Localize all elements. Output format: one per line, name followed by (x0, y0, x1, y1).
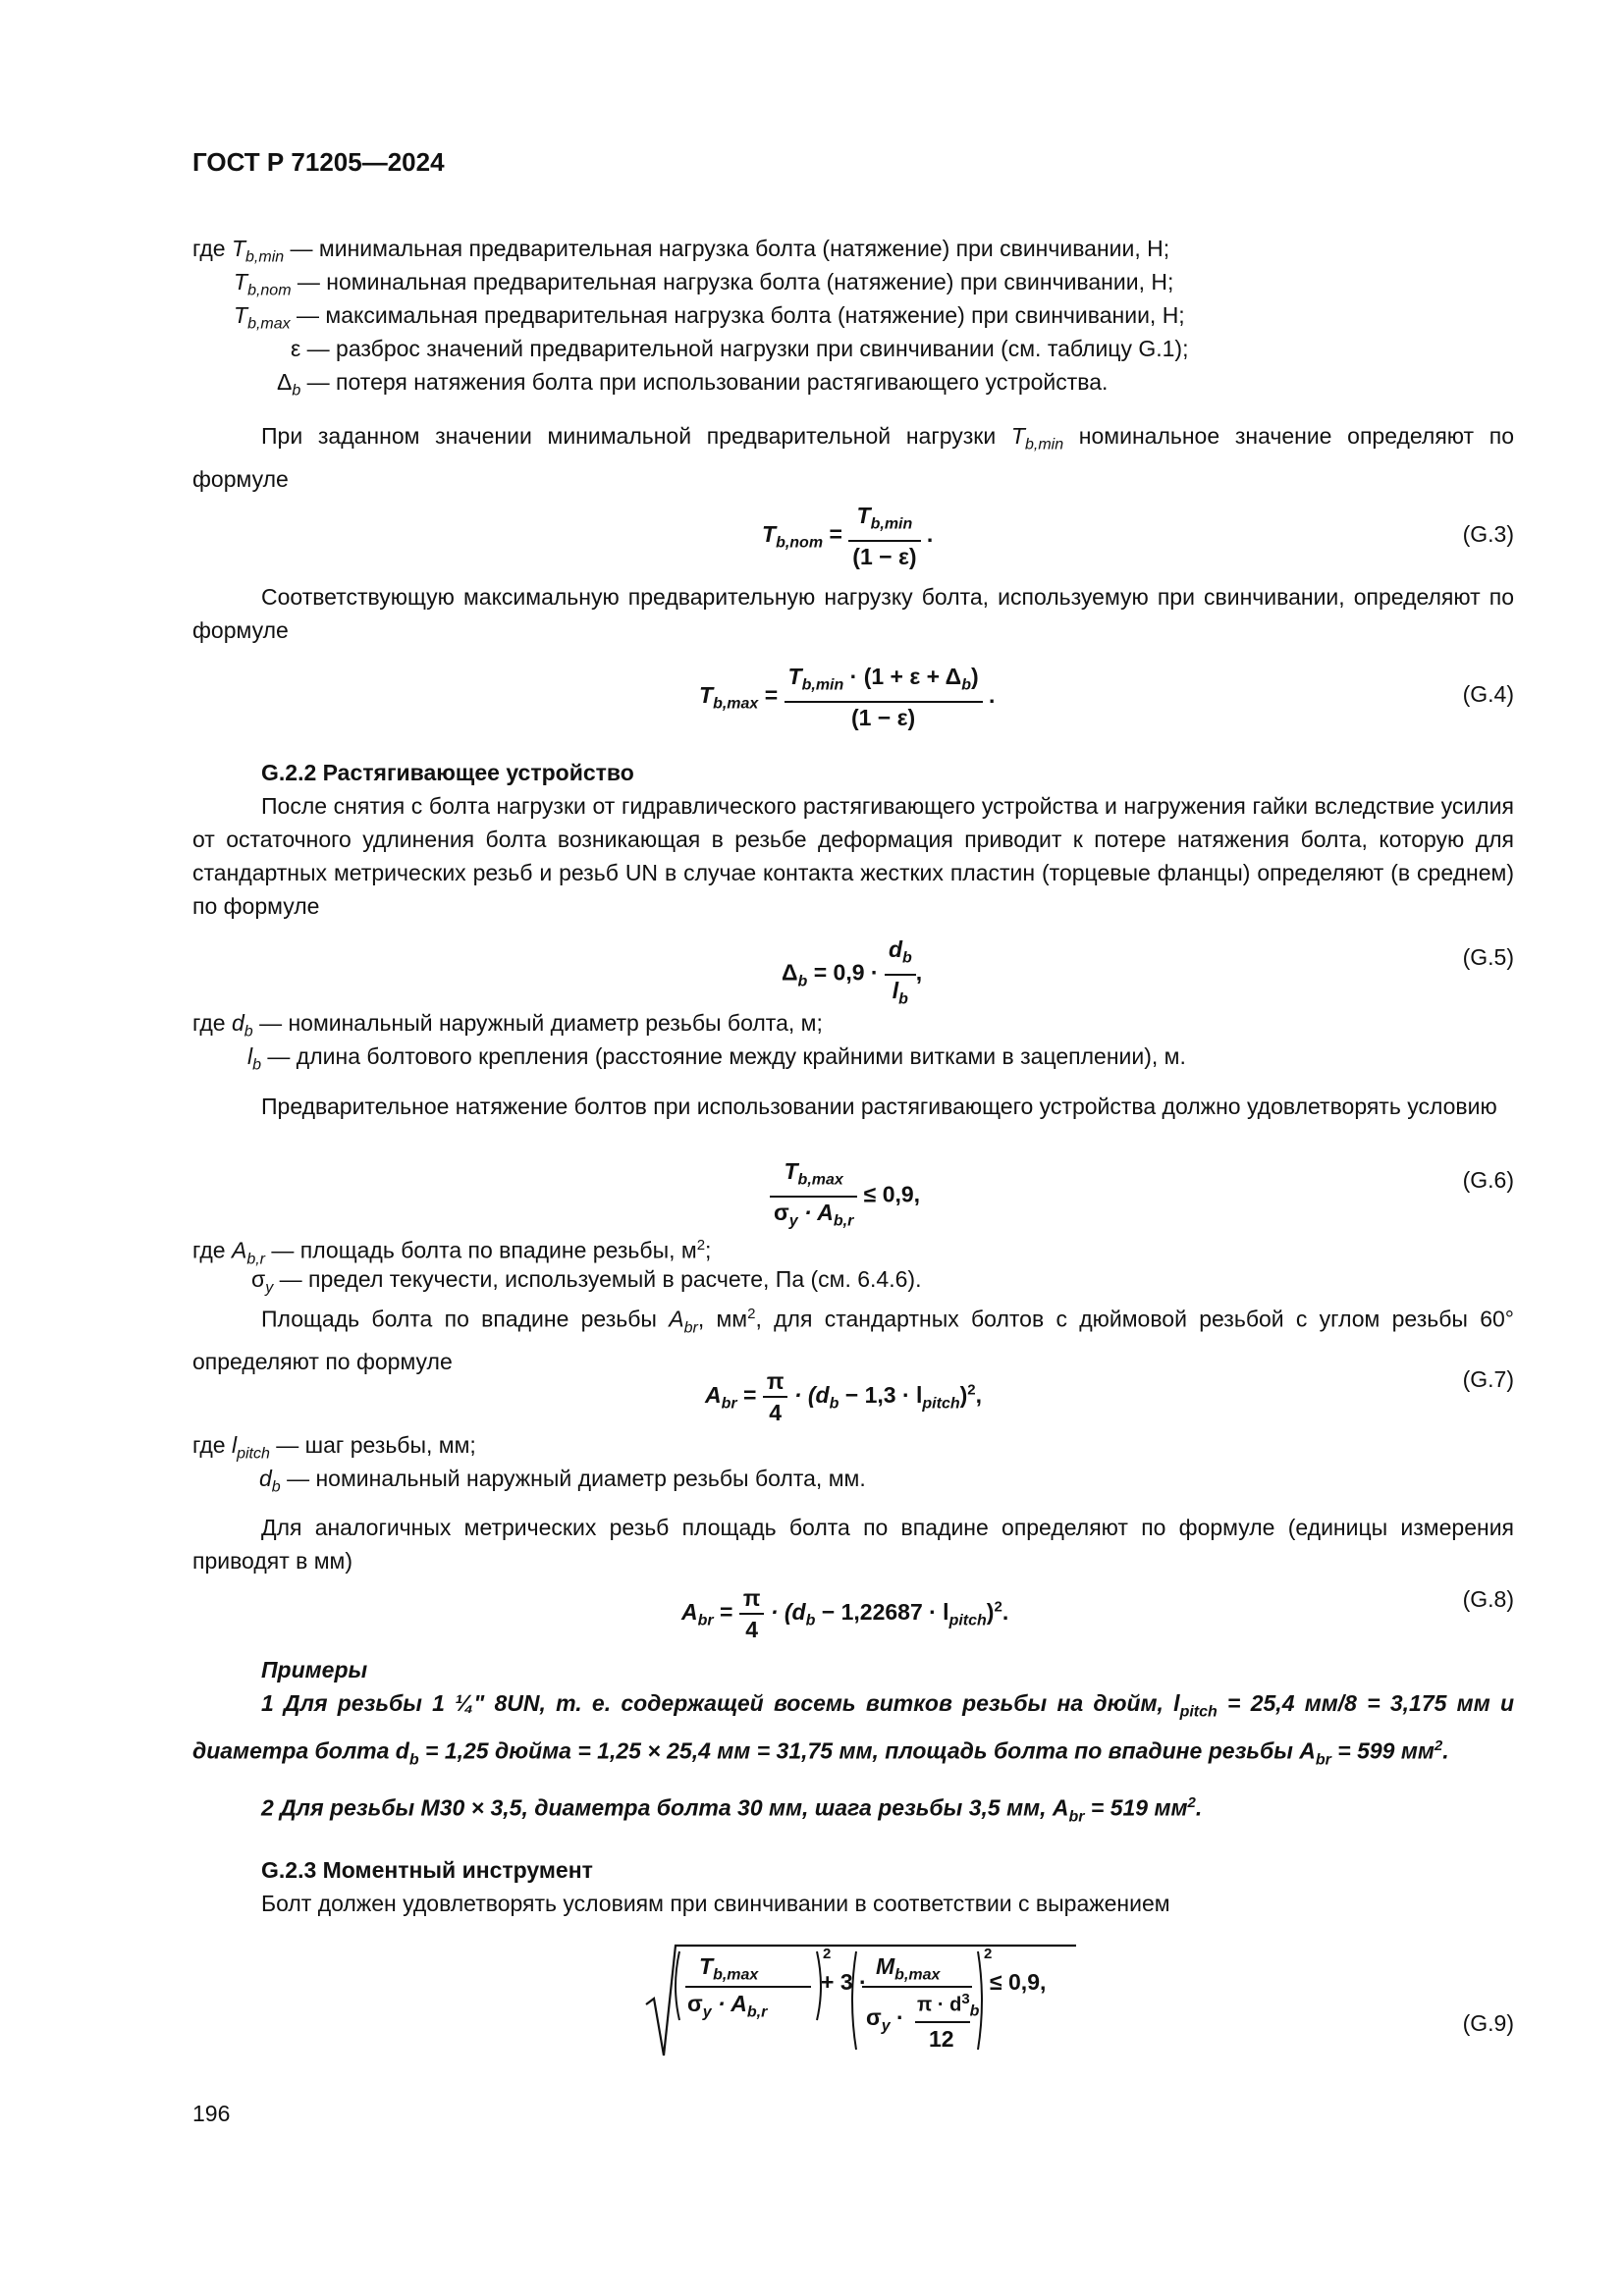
document-header: ГОСТ Р 71205—2024 (192, 147, 445, 177)
definition-row: $\sigma_y$ — предел текучести, используемый в расчете, Па (см. 6.4.6). (251, 1266, 922, 1297)
section-heading: G.2.3 Моментный инструмент (261, 1857, 593, 1883)
definition-row: где $T_{b,min}$ — минимальная предварительная нагрузка болта (натяжение) при свинчивании, Н; (192, 236, 1170, 266)
equation-g6: $\frac{T_{b,max}}{\sigma_y \cdot A_{b,r}}$ ≤ 0,9, (770, 1156, 920, 1236)
paragraph: Соответствующую максимальную предварительную нагрузку болта, используемую при свинчивании, определяют по формуле (192, 584, 1514, 643)
equation-g7: $A_{br}$ = $\frac{\pi}{4}$ · $(d_b - 1,3 \cdot l_{pitch})^2$, (705, 1368, 983, 1425)
equation-number: (G.3) (1462, 521, 1514, 547)
definition-row: где $l_{pitch}$ — шаг резьбы, мм; (192, 1432, 476, 1463)
equation-number: (G.7) (1462, 1366, 1514, 1392)
definition-row: $T_{b,nom}$ — номинальная предварительная нагрузка болта (натяжение) при свинчивании, Н; (234, 269, 1174, 299)
equation-number: (G.8) (1462, 1586, 1514, 1612)
paragraph: Для аналогичных метрических резьб площадь болта по впадине определяют по формуле (единицы измерения приводят в мм) (192, 1515, 1514, 1574)
paragraph: При заданном значении минимальной предварительной нагрузки $T_{b,min}$ номинальное значение определяют по формуле (192, 423, 1515, 492)
equation-g9: $T_{b,max}$ $\sigma_y \cdot A_{b,r}$ 2 + 3 · $M_{b,max}$ $\sigma_y$ · $\pi \cdot d^3_b$ 12 2 ≤ 0,9, (644, 1940, 1096, 2059)
equation-g4: $T_{b,max}$ = $\frac{T_{b,min} \cdot (1 + \varepsilon + \Delta_b)}{(1 - \varepsilon)}$ . (699, 664, 996, 730)
paragraph: Предварительное натяжение болтов при использовании растягивающего устройства должно удовлетворять условию (261, 1094, 1497, 1119)
equation-g3: $T_{b,nom}$ = $\frac{T_{b,min}}{(1 - \varepsilon)}$ . (762, 503, 934, 569)
example-1: 1 Для резьбы 1 ¼" 8UN, т. е. содержащей восемь витков резьбы на дюйм, $l_{pitch} = 25,4$ мм/8 = 3,175 мм и диаметра болта $d_b = 1,25$ дюйма = 1,25 × 25,4 мм = 31,75 мм, площадь болта по впадине резьбы $A_{br} = 599$ $мм^2$. (192, 1690, 1514, 1768)
definition-row: ε — разброс значений предварительной нагрузки при свинчивании (см. таблицу G.1); (291, 336, 1189, 361)
page-number: 196 (192, 2101, 231, 2126)
definition-row: $l_b$ — длина болтового крепления (расстояние между крайними витками в зацеплении), м. (247, 1043, 1186, 1074)
equation-number: (G.5) (1462, 944, 1514, 970)
equation-number: (G.4) (1462, 681, 1514, 707)
definition-row: где $A_{b,r}$ — площадь болта по впадине резьбы, $м^2$; (192, 1237, 712, 1268)
paragraph: Болт должен удовлетворять условиям при свинчивании в соответствии с выражением (261, 1891, 1170, 1916)
definition-row: $\Delta_b$ — потеря натяжения болта при использовании растягивающего устройства. (277, 369, 1109, 400)
definition-row: где $d_b$ — номинальный наружный диаметр резьбы болта, м; (192, 1010, 823, 1041)
equation-number: (G.9) (1462, 2010, 1514, 2036)
examples-title: Примеры (261, 1657, 368, 1682)
definition-row: $T_{b,max}$ — максимальная предварительная нагрузка болта (натяжение) при свинчивании, Н; (234, 302, 1185, 333)
example-2: 2 Для резьбы М30 × 3,5, диаметра болта 30 мм, шага резьбы 3,5 мм, $A_{br} = 519$ $мм^2$. (261, 1794, 1203, 1826)
equation-number: (G.6) (1462, 1167, 1514, 1193)
definition-row: $d_b$ — номинальный наружный диаметр резьбы болта, мм. (259, 1466, 866, 1496)
equation-g8: $A_{br}$ = $\frac{\pi}{4}$ · $(d_b - 1,22687 \cdot l_{pitch})^2$. (681, 1585, 1009, 1642)
equation-g5: $\Delta_b = 0,9$ · $\frac{d_b}{l_b}$ , (782, 936, 923, 1008)
paragraph: Площадь болта по впадине резьбы $A_{br}$, $мм^2$, для стандартных болтов с дюймовой резьбой с углом резьбы 60° определяют по формуле (192, 1306, 1514, 1375)
section-heading: G.2.2 Растягивающее устройство (261, 760, 634, 785)
paragraph: После снятия с болта нагрузки от гидравлического растягивающего устройства и нагружения гайки вследствие усилия от остаточного удлинения болта возникающая в резьбе деформация приводит к потере натяжения болта, которую для стандартных метрических резьб и резьб UN в случае контакта жестких пластин (торцевые фланцы) определяют (в среднем) по формуле (192, 793, 1514, 919)
